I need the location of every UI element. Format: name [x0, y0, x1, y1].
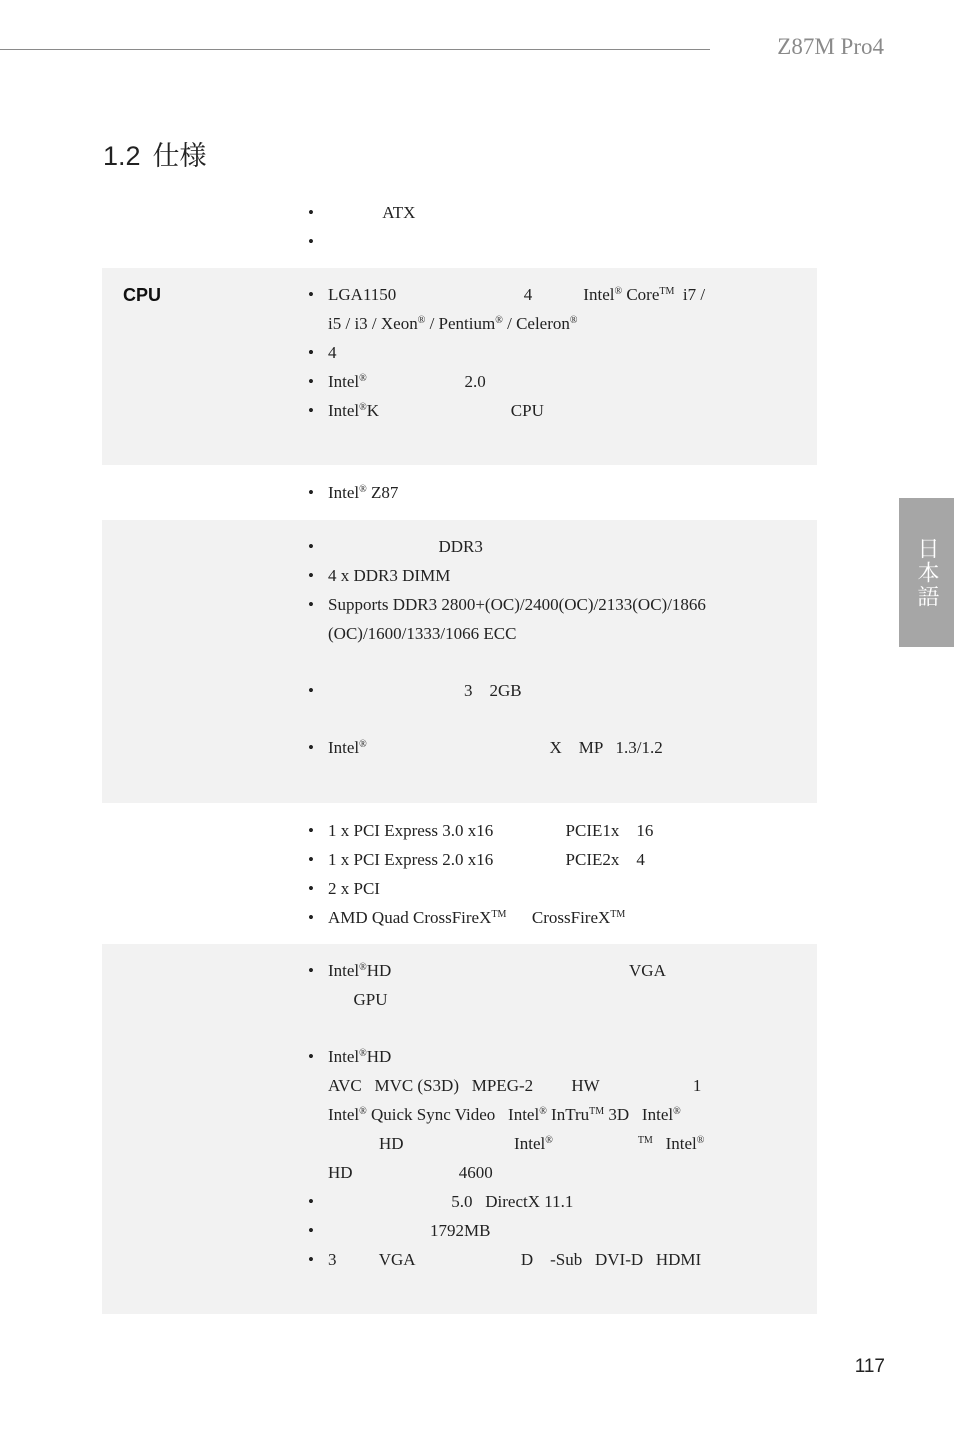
language-tab-label: 日本語: [914, 536, 939, 609]
spec-item: [306, 198, 787, 227]
spec-item: [306, 478, 787, 507]
spec-list: [306, 280, 787, 425]
header-rule: [0, 49, 710, 50]
page-number: 117: [854, 1356, 885, 1377]
spec-item-line: • 1 x PCI Express 3.0 x16 PCIE1x 16: [328, 821, 654, 840]
spec-platform: [102, 198, 817, 268]
spec-item-line: HD 4600: [328, 1163, 493, 1182]
spec-item: [306, 532, 787, 561]
spec-item-line: • 2 x PCI: [328, 879, 380, 898]
spec-item-line: (OC)/1600/1333/1066 ECC: [328, 624, 517, 643]
spec-item-line: • 1792MB: [328, 1221, 491, 1240]
spec-item: [306, 956, 787, 1014]
section-number: 1.2: [103, 141, 141, 171]
spec-item-line: • Intel® Z87: [328, 483, 399, 502]
spec-item-line: • 3 2GB: [328, 681, 522, 700]
spec-item-line: • AMD Quad CrossFireX™ CrossFireX™: [328, 908, 626, 927]
spec-item: [306, 1042, 787, 1187]
spec-cpu: [102, 268, 817, 465]
spec-memory: [102, 520, 817, 803]
spec-item: [306, 733, 787, 762]
spec-item-line: • DDR3: [328, 537, 483, 556]
spec-list: [306, 956, 787, 1274]
spec-label: CPU: [123, 285, 162, 305]
spec-item: [306, 280, 787, 338]
model-name: Z87M Pro4: [777, 34, 884, 59]
spec-item: [306, 338, 787, 367]
spec-item: [306, 903, 787, 932]
spec-item-line: • 1 x PCI Express 2.0 x16 PCIE2x 4: [328, 850, 645, 869]
spec-item: [306, 845, 787, 874]
spec-item: [306, 367, 787, 396]
spec-item-line: AVC MVC (S3D) MPEG-2 HW 1: [328, 1076, 702, 1095]
spec-item: [306, 1216, 787, 1245]
section-title: [103, 134, 207, 173]
spec-chipset: [102, 465, 817, 520]
spec-item-line: • Intel®HD VGA: [328, 961, 666, 980]
spec-item-line: Intel® Quick Sync Video Intel® InTru™ 3D Intel®: [328, 1105, 681, 1124]
spec-item: [306, 676, 787, 705]
spec-item-line: • Intel®K CPU: [328, 401, 544, 420]
spec-item-line: • 5.0 DirectX 11.1: [328, 1192, 574, 1211]
spec-item-line: • LGA1150 4 Intel® Core™ i7 /: [328, 285, 706, 304]
spec-item: [306, 1187, 787, 1216]
spec-graphics: [102, 944, 817, 1314]
spec-item: [306, 561, 787, 590]
spec-item-line: GPU: [328, 990, 388, 1009]
spec-item: [306, 816, 787, 845]
spec-item-line: HD Intel® ™ Intel®: [328, 1134, 705, 1153]
spec-list: [306, 816, 787, 932]
spec-item-line: • 4 x DDR3 DIMM: [328, 566, 451, 585]
spec-item: [306, 1245, 787, 1274]
language-tab[interactable]: [899, 498, 954, 647]
spec-list: [306, 532, 787, 762]
spec-item-line: • 3 VGA D -Sub DVI-D HDMI: [328, 1250, 702, 1269]
spec-item-line: • 4: [328, 343, 337, 362]
spec-item-line: • ATX: [328, 203, 416, 222]
spec-item-line: • Supports DDR3 2800+(OC)/2400(OC)/2133(OC)/1866: [328, 595, 706, 614]
spec-expansion: [102, 803, 817, 944]
spec-item-line: • Intel®HD: [328, 1047, 392, 1066]
spec-list: [306, 198, 787, 227]
spec-list: [306, 478, 787, 507]
spec-item: [306, 590, 787, 648]
spec-item-line: • Intel® X MP 1.3/1.2: [328, 738, 663, 757]
spec-item: [306, 874, 787, 903]
section-heading: 仕様: [152, 141, 207, 171]
spec-item: [306, 396, 787, 425]
spec-item-line: • Intel® 2.0: [328, 372, 486, 391]
spec-item-line: i5 / i3 / Xeon® / Pentium® / Celeron®: [328, 314, 578, 333]
